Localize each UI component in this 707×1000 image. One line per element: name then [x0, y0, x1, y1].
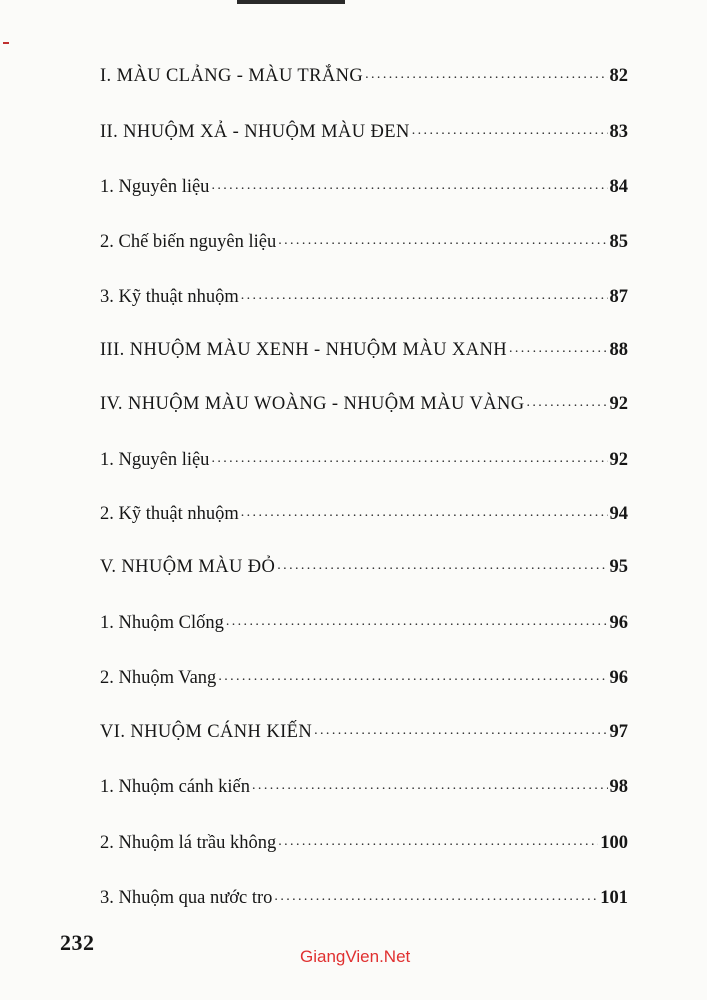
- toc-entry-label: 1. Nhuộm cánh kiến: [100, 776, 251, 797]
- toc-entry-page: 92: [609, 393, 628, 414]
- toc-entry-page: 100: [600, 832, 628, 853]
- toc-entry-page: 94: [609, 503, 628, 524]
- toc-entry[interactable]: [100, 773, 628, 798]
- toc-entry-page: 98: [609, 776, 628, 797]
- toc-entry[interactable]: [100, 500, 628, 525]
- dot-leader: [278, 228, 607, 247]
- toc-entry-label: V. NHUỘM MÀU ĐỎ: [100, 556, 276, 577]
- toc-entry[interactable]: [100, 884, 628, 909]
- toc-entry-page: 95: [609, 556, 628, 577]
- toc-entry[interactable]: [100, 390, 628, 415]
- toc-entry-page: 85: [609, 231, 628, 252]
- toc-entry[interactable]: [100, 228, 628, 253]
- watermark: GiangVien.Net: [300, 947, 411, 966]
- toc-entry[interactable]: [100, 62, 628, 87]
- dot-leader: [211, 446, 607, 465]
- dot-leader: [365, 62, 607, 81]
- toc-entry[interactable]: [100, 336, 628, 361]
- toc-entry[interactable]: [100, 118, 628, 143]
- toc-entry-label: VI. NHUỘM CÁNH KIẾN: [100, 721, 313, 742]
- toc-entry-label: II. NHUỘM XẢ - NHUỘM MÀU ĐEN: [100, 121, 410, 142]
- toc-entry[interactable]: [100, 553, 628, 578]
- toc-entry-page: 96: [609, 612, 628, 633]
- toc-entry-label: 2. Kỹ thuật nhuộm: [100, 503, 239, 524]
- toc-entry-label: 2. Nhuộm Vang: [100, 667, 217, 688]
- toc-entry-page: 88: [609, 339, 628, 360]
- dot-leader: [277, 553, 607, 572]
- dot-leader: [241, 283, 608, 302]
- dot-leader: [509, 336, 608, 355]
- toc-entry-label: 1. Nguyên liệu: [100, 449, 210, 470]
- toc-entry-label: 3. Nhuộm qua nước tro: [100, 887, 273, 908]
- toc-entry[interactable]: [100, 173, 628, 198]
- toc-entry-page: 87: [609, 286, 628, 307]
- dot-leader: [278, 829, 598, 848]
- toc-entry-label: 2. Chế biến nguyên liệu: [100, 231, 277, 252]
- toc-entry-page: 97: [609, 721, 628, 742]
- toc-entry-label: 2. Nhuộm lá trầu không: [100, 832, 277, 853]
- dot-leader: [527, 390, 608, 409]
- dot-leader: [241, 500, 608, 519]
- dot-leader: [314, 718, 607, 737]
- dot-leader: [218, 664, 607, 683]
- toc-entry[interactable]: [100, 609, 628, 634]
- toc-entry-label: IV. NHUỘM MÀU WOÀNG - NHUỘM MÀU VÀNG: [100, 393, 525, 414]
- toc-entry-label: 1. Nhuộm Clống: [100, 612, 224, 633]
- toc-entry[interactable]: [100, 829, 628, 854]
- dot-leader: [226, 609, 608, 628]
- dot-leader: [211, 173, 607, 192]
- dot-leader: [252, 773, 607, 792]
- toc-entry-page: 96: [609, 667, 628, 688]
- page-number: 232: [60, 930, 95, 955]
- toc-entry-label: III. NHUỘM MÀU XENH - NHUỘM MÀU XANH: [100, 339, 507, 360]
- toc-entry[interactable]: [100, 446, 628, 471]
- dot-leader: [274, 884, 598, 903]
- toc-entry-label: 1. Nguyên liệu: [100, 176, 210, 197]
- toc-entry-label: 3. Kỹ thuật nhuộm: [100, 286, 239, 307]
- toc-entry[interactable]: [100, 718, 628, 743]
- toc-entry-page: 101: [600, 887, 628, 908]
- toc-entry-page: 92: [609, 449, 628, 470]
- toc-entry-page: 82: [609, 65, 628, 86]
- toc-entry[interactable]: [100, 283, 628, 308]
- toc-entry-page: 84: [609, 176, 628, 197]
- toc-entry[interactable]: [100, 664, 628, 689]
- dot-leader: [412, 118, 608, 137]
- toc-entry-label: I. MÀU CLẢNG - MÀU TRẮNG: [100, 65, 364, 86]
- toc-entry-page: 83: [609, 121, 628, 142]
